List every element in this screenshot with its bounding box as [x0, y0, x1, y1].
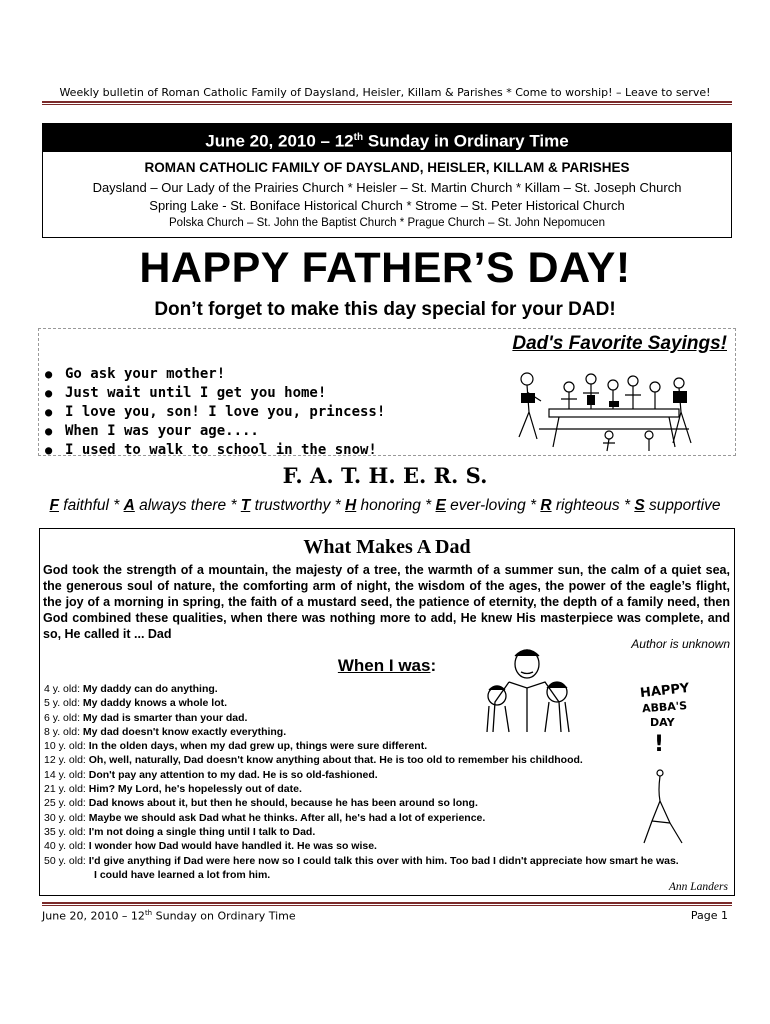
header-box — [42, 123, 732, 238]
footer-date-suffix: Sunday on Ordinary Time — [152, 909, 296, 923]
age-quote: Oh, well, naturally, Dad doesn't know anything about that. He is too old to remember his childhood. — [88, 754, 583, 767]
date-prefix: June 20, 2010 – 12 — [205, 131, 354, 151]
acrostic-letter: S — [634, 497, 645, 514]
parish-churches-line-2: Spring Lake - St. Boniface Historical Church * Strome – St. Peter Historical Church — [149, 198, 625, 213]
saying-text: I used to walk to school in the snow! — [65, 442, 377, 458]
footer-rule — [42, 902, 732, 906]
age-label: 8 y. old: — [44, 725, 83, 738]
age-label: 12 y. old: — [44, 754, 89, 767]
abba-line-4: ! — [654, 732, 665, 757]
age-quote-continuation: I could have learned a lot from him. — [94, 868, 271, 881]
family-picnic-illustration — [509, 357, 699, 453]
age-label: 21 y. old: — [44, 783, 89, 796]
acrostic-word: always there — [134, 497, 227, 514]
age-quote: Maybe we should ask Dad what he thinks. After all, he's had a lot of experience. — [88, 811, 486, 824]
list-item — [43, 384, 385, 403]
age-label: 5 y. old: — [44, 697, 83, 710]
acrostic-word: righteous — [551, 497, 620, 514]
happy-abbas-day-illustration — [630, 681, 705, 846]
bullet-icon: ● — [45, 367, 53, 381]
when-i-was-label: When I was — [337, 656, 431, 675]
footer-date-prefix: June 20, 2010 – 12 — [42, 909, 145, 923]
saying-text: Just wait until I get you home! — [65, 385, 327, 401]
date-banner — [43, 124, 731, 152]
saying-text: When I was your age.... — [65, 423, 259, 439]
bullet-icon: ● — [45, 405, 53, 419]
acrostic-word: ever-loving — [445, 497, 526, 514]
acrostic-letter: T — [240, 497, 251, 514]
age-label: 6 y. old: — [44, 711, 83, 724]
sayings-box — [38, 328, 736, 456]
age-quote: Him? My Lord, he's hopelessly out of date. — [88, 783, 302, 796]
acrostic-word: supportive — [644, 497, 721, 514]
footer-date — [42, 909, 296, 923]
age-quote: My dad is smarter than your dad. — [82, 711, 248, 724]
age-label: 50 y. old: — [44, 854, 89, 867]
what-makes-a-dad-title: What Makes A Dad — [303, 536, 471, 558]
age-label: 4 y. old: — [44, 683, 83, 695]
age-label: 40 y. old: — [44, 840, 89, 853]
footer-date-sup: th — [144, 909, 153, 917]
parish-title: ROMAN CATHOLIC FAMILY OF DAYSLAND, HEISLER, KILLAM & PARISHES — [144, 160, 630, 175]
age-label: 10 y. old: — [44, 740, 89, 753]
bullet-icon: ● — [45, 386, 53, 400]
dad-with-children-illustration — [465, 642, 585, 734]
list-item — [43, 422, 385, 441]
list-item — [44, 782, 679, 796]
age-quote: My daddy can do anything. — [82, 683, 218, 695]
fathers-acrostic: F faithful * A always there * T trustworthy * H honoring * E ever-loving * R righteous * S supportive — [49, 497, 721, 514]
age-quote: My dad doesn't know exactly everything. — [82, 725, 287, 738]
acrostic-letter: F — [49, 497, 59, 514]
abba-line-2: ABBA'S — [641, 699, 688, 716]
list-item — [44, 839, 679, 853]
sayings-list — [43, 365, 385, 460]
age-quote: Don't pay any attention to my dad. He is so old-fashioned. — [88, 768, 378, 781]
ann-landers-author: Ann Landers — [668, 881, 728, 893]
what-makes-a-dad-box — [39, 528, 735, 896]
acrostic-letter: E — [435, 497, 446, 514]
list-item — [44, 796, 679, 810]
saying-text: Go ask your mother! — [65, 366, 226, 382]
age-quote: I wonder how Dad would have handled it. He was so wise. — [88, 840, 377, 853]
saying-text: I love you, son! I love you, princess! — [65, 404, 386, 420]
fathers-heading: F. A. T. H. E. R. S. — [282, 463, 488, 488]
list-item — [43, 441, 385, 460]
parish-churches-line-1: Daysland – Our Lady of the Prairies Church * Heisler – St. Martin Church * Killam – St. Joseph Church — [92, 180, 682, 195]
age-quote: I'd give anything if Dad were here now so I could talk this over with him. Too bad I didn't appreciate how smart he was. — [88, 854, 679, 867]
header-rule — [42, 101, 732, 105]
date-sup: th — [353, 132, 364, 143]
sayings-heading: Dad's Favorite Sayings! — [512, 333, 727, 354]
abba-line-1: HAPPY — [639, 681, 691, 702]
acrostic-word: faithful — [58, 497, 109, 514]
when-i-was-colon: : — [430, 656, 437, 675]
acrostic-word: trustworthy — [250, 497, 331, 514]
bulletin-tagline: Weekly bulletin of Roman Catholic Family of Daysland, Heisler, Killam & Parishes * Come to worship! – Leave to serve! — [59, 86, 711, 99]
bullet-icon: ● — [45, 424, 53, 438]
list-item — [44, 753, 679, 767]
list-item — [44, 854, 679, 868]
age-quote: In the olden days, when my dad grew up, things were sure different. — [88, 740, 428, 753]
list-item — [44, 739, 679, 753]
age-quote: I'm not doing a single thing until I talk to Dad. — [88, 825, 316, 838]
abba-line-3: DAY — [650, 716, 675, 729]
list-item — [44, 768, 679, 782]
page-subtitle: Don’t forget to make this day special for your DAD! — [154, 299, 616, 320]
list-item — [43, 365, 385, 384]
what-makes-a-dad-text: God took the strength of a mountain, the majesty of a tree, the warmth of a summer sun, the calm of a quiet sea, the generous soul of nature, the comforting arm of night, the wisdom of the ages, the power of the eagle’s flight, the joy of a morning in spring, the faith of a mustard seed, the patience of eternity, the depth of a family need, then God combined these qualities, when there was nothing more to add, He knew His masterpiece was complete, and so, He called it ... Dad — [43, 563, 730, 641]
acrostic-letter: H — [345, 497, 357, 514]
age-label: 30 y. old: — [44, 811, 89, 824]
age-quote: My daddy knows a whole lot. — [82, 697, 228, 710]
page-title: HAPPY FATHER’S DAY! — [139, 244, 631, 292]
acrostic-letter: R — [540, 497, 552, 514]
acrostic-letter: A — [123, 497, 135, 514]
age-label: 14 y. old: — [44, 768, 89, 781]
when-i-was-title — [40, 656, 734, 676]
poem-author: Author is unknown — [631, 637, 730, 651]
age-quote: Dad knows about it, but then he should, because he has been around so long. — [88, 797, 478, 810]
acrostic-word: honoring — [356, 497, 421, 514]
page-number: Page 1 — [690, 909, 728, 922]
age-label: 25 y. old: — [44, 797, 89, 810]
list-item — [44, 811, 679, 825]
bullet-icon: ● — [45, 443, 53, 457]
date-suffix: Sunday in Ordinary Time — [363, 131, 569, 151]
parish-churches-line-3: Polska Church – St. John the Baptist Church * Prague Church – St. John Nepomucen — [169, 217, 605, 229]
list-item — [43, 403, 385, 422]
list-item — [44, 825, 679, 839]
age-label: 35 y. old: — [44, 825, 89, 838]
